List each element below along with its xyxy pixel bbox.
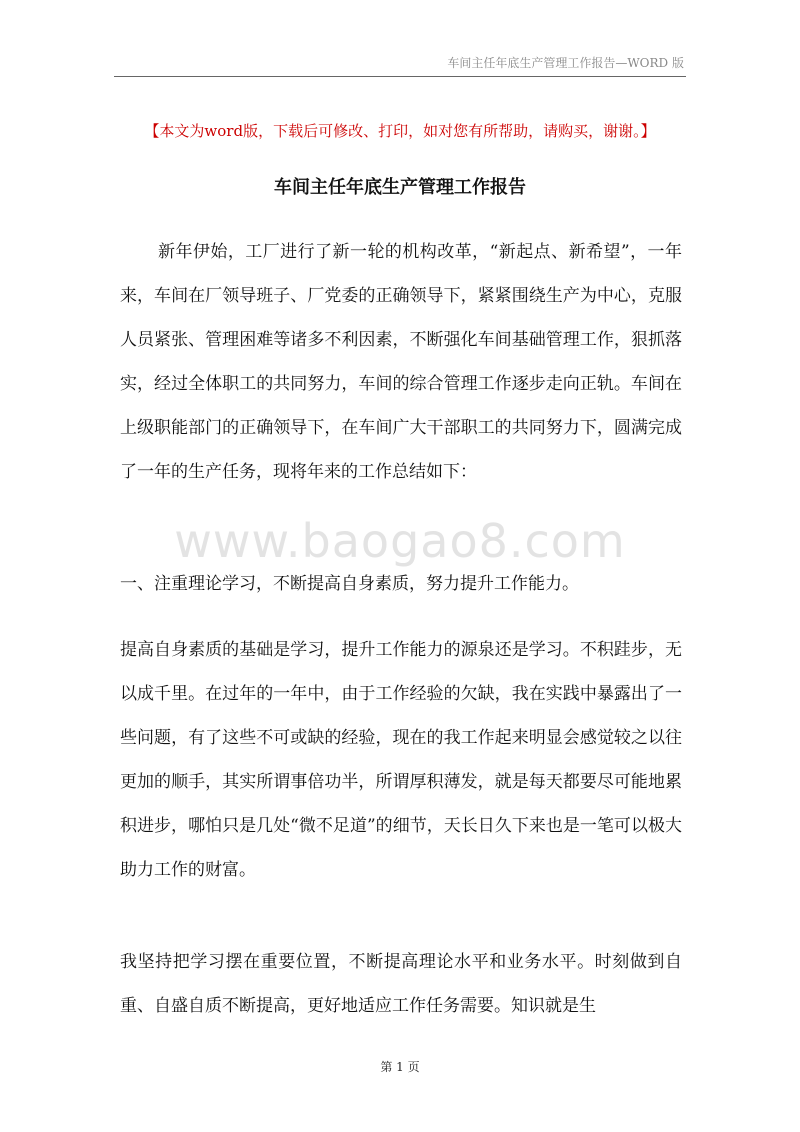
running-header: 车间主任年底生产管理工作报告—WORD 版 xyxy=(447,56,684,70)
document-title: 车间主任年底生产管理工作报告 xyxy=(274,177,526,198)
watermark: www.baogao8.com xyxy=(174,514,626,568)
header-divider xyxy=(114,76,686,77)
page-number: 第 1 页 xyxy=(380,1060,420,1074)
paragraph-intro: 新年伊始，工厂进行了新一轮的机构改革，“新起点、新希望”，一年来，车间在厂领导班子、厂党委的正确领导下，紧紧围绕生产为中心，克服人员紧张、管理困难等诸多不利因素，不断强化车间基础管理工作，狠抓落实，经过全体职工的共同努力，车间的综合管理工作逐步走向正轨。车间在上级职能部门的正确领导下，在车间广大干部职工的共同努力下，圆满完成了一年的生产任务，现将年来的工作总结如下： xyxy=(120,242,682,482)
section-heading-1: 一、注重理论学习，不断提高自身素质，努力提升工作能力。 xyxy=(120,574,579,594)
paragraph-persist: 我坚持把学习摆在重要位置，不断提高理论水平和业务水平。时刻做到自重、自盛自质不断提高，更好地适应工作任务需要。知识就是生 xyxy=(120,952,682,1016)
paragraph-study: 提高自身素质的基础是学习，提升工作能力的源泉还是学习。不积跬步，无以成千里。在过年的一年中，由于工作经验的欠缺，我在实践中暴露出了一些问题，有了这些不可或缺的经验，现在的我工作起来明显会感觉较之以往更加的顺手，其实所谓事倍功半，所谓厚积薄发，就是每天都要尽可能地累积进步，哪怕只是几处“微不足道”的细节，天长日久下来也是一笔可以极大助力工作的财富。 xyxy=(120,640,682,880)
download-notice: 【本文为word版，下载后可修改、打印，如对您有所帮助，请购买，谢谢。】 xyxy=(144,122,656,140)
